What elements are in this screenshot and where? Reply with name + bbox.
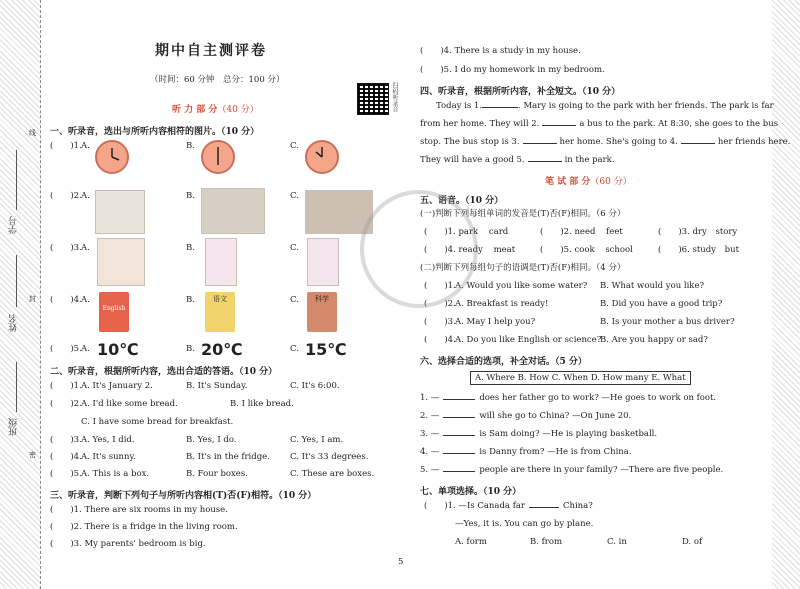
qr-code[interactable] — [357, 83, 389, 115]
s7-q1a: ( )1. —Is Canada far — [424, 501, 525, 511]
s4-line-3 — [420, 138, 790, 147]
seal-char-3: 密 — [29, 451, 36, 459]
science-book-image: 科学 — [307, 292, 337, 332]
s6-item-4 — [420, 448, 632, 457]
s1-q3-c-letter: C. — [290, 243, 299, 253]
pair-6 — [658, 246, 739, 255]
s6-item-5-text: people are there in your family? —There are five people. — [479, 465, 724, 475]
temp-c: 15℃ — [305, 340, 347, 359]
s6-blank-3[interactable] — [443, 435, 475, 436]
girl-singing-image — [307, 238, 339, 286]
s1-q1-c-letter: C. — [290, 141, 299, 151]
s6-item-5-num: 5. — — [420, 465, 440, 475]
sent-1-num: ( )1. — [424, 281, 456, 291]
class-line — [16, 362, 17, 412]
s7-q1c: —Yes, it is. You can go by plane. — [455, 519, 594, 529]
s2-q2-num: ( )2. — [50, 399, 82, 409]
s2-q4-b: B. It's in the fridge. — [186, 452, 270, 462]
s2-q4-a: A. It's sunny. — [81, 452, 136, 462]
sent-4-a: A. Do you like English or science? — [455, 335, 602, 345]
temp-a: 10℃ — [97, 340, 139, 359]
s3-item-4: ( )4. There is a study in my house. — [420, 46, 581, 56]
sent-2-num: ( )2. — [424, 299, 456, 309]
sent-2-b: B. Did you have a good trip? — [600, 299, 723, 309]
s6-blank-5[interactable] — [443, 471, 475, 472]
right-margin-hatch — [772, 0, 800, 589]
s6-options-box: A. Where B. How C. When D. How many E. What — [470, 371, 691, 385]
s2-q1-num: ( )1. — [50, 381, 82, 391]
s1-title: 一、听录音，选出与所听内容相符的图片。（10 分） — [50, 127, 260, 137]
s4-p1b: . Mary is going to the park with her friends. The park is far — [518, 101, 774, 111]
s4-line-2 — [420, 120, 778, 129]
s6-item-3-text: is Sam doing? —He is playing basketball. — [479, 429, 658, 439]
sent-4-b: B. Are you happy or sad? — [600, 335, 708, 345]
s5-title: 五、语音。（10 分） — [420, 196, 504, 206]
clock-a-icon — [95, 140, 129, 174]
s6-blank-2[interactable] — [443, 417, 475, 418]
s2-q4-c: C. It's 33 degrees. — [290, 452, 369, 462]
s1-q5-c-letter: C. — [290, 344, 299, 354]
s6-item-3 — [420, 430, 657, 439]
girl-reading-image — [97, 238, 145, 286]
sent-1-b: B. What would you like? — [600, 281, 705, 291]
exam-meta: （时间：60 分钟 总分：100 分） — [150, 75, 285, 85]
bathroom-image — [95, 190, 145, 234]
s6-item-3-num: 3. — — [420, 429, 440, 439]
s6-item-2 — [420, 412, 631, 421]
s6-item-1 — [420, 394, 716, 403]
s6-title: 六、选择合适的选项，补全对话。（5 分） — [420, 357, 587, 367]
pair-3-num: ( )3. — [658, 227, 690, 237]
s7-q1b: China? — [562, 501, 593, 511]
s2-q5-a: A. This is a box. — [81, 469, 150, 479]
s6-blank-1[interactable] — [443, 399, 475, 400]
s2-q4-num: ( )4. — [50, 452, 82, 462]
s7-opt-c: C. in — [607, 537, 627, 547]
writing-score: （60 分） — [590, 177, 632, 187]
sent-4-num: ( )4. — [424, 335, 456, 345]
s1-q1-b-letter: B. — [186, 141, 195, 151]
s3-item-5: ( )5. I do my homework in my bedroom. — [420, 65, 605, 75]
name-label: 姓名 — [9, 314, 19, 332]
seal-char-1: 线 — [29, 129, 36, 137]
s6-item-4-num: 4. — — [420, 447, 440, 457]
pair-1-num: ( )1. — [424, 227, 456, 237]
listening-heading — [172, 102, 259, 115]
binding-line — [40, 0, 42, 589]
kitchen-image — [201, 188, 265, 234]
page-title: 期中自主测评卷 — [155, 43, 267, 59]
s1-q1-a-letter: A. — [81, 141, 90, 151]
sent-1-a: A. Would you like some water? — [455, 281, 588, 291]
page-number: 5 — [398, 557, 404, 567]
s1-q3-b-letter: B. — [186, 243, 195, 253]
sent-3-a: A. May I help you? — [455, 317, 536, 327]
pair-4-w2: meat — [493, 245, 516, 255]
s3-title: 三、听录音，判断下列句子与所听内容相(T)否(F)相符。（10 分） — [50, 491, 317, 501]
s2-q1-a: A. It's January 2. — [81, 381, 153, 391]
s7-opt-a: A. form — [455, 537, 487, 547]
s1-q5-num: ( )5. — [50, 344, 82, 354]
pair-3 — [658, 228, 737, 237]
s2-q3-b: B. Yes, I do. — [186, 435, 237, 445]
pair-6-w1: study — [692, 245, 716, 255]
pair-5-w2: school — [605, 245, 633, 255]
blank-1[interactable] — [482, 107, 518, 108]
s6-item-1-text: does her father go to work? —He goes to work on foot. — [479, 393, 717, 403]
clock-c-icon — [305, 140, 339, 174]
girl-dancing-image — [205, 238, 237, 286]
s2-title: 二、听录音，根据所听内容，选出合适的答语。（10 分） — [50, 367, 278, 377]
s1-q2-b-letter: B. — [186, 191, 195, 201]
s1-q4-num: ( )4. — [50, 295, 82, 305]
writing-heading-text: 笔 试 部 分 — [545, 177, 591, 187]
chinese-book-image: 语文 — [205, 292, 235, 332]
pair-5-num: ( )5. — [540, 245, 572, 255]
s4-p3a: stop. The bus stop is 3. — [420, 137, 520, 147]
s2-q1-b: B. It's Sunday. — [186, 381, 248, 391]
s6-item-2-num: 2. — — [420, 411, 440, 421]
s4-title: 四、听录音，根据所听内容，补全短文。（10 分） — [420, 87, 621, 97]
pair-2 — [540, 228, 623, 237]
s4-p3b: her home. She's going to 4. — [559, 137, 678, 147]
pair-6-w2: but — [724, 245, 739, 255]
s7-blank-1[interactable] — [529, 507, 559, 508]
seal-char-2: 封 — [29, 295, 36, 303]
s1-q5-a-letter: A. — [81, 344, 90, 354]
s4-line-4 — [420, 156, 615, 165]
pair-2-w2: feet — [606, 227, 623, 237]
pair-3-w1: dry — [692, 227, 707, 237]
s1-q1-num: ( )1. — [50, 141, 82, 151]
s4-p2b: a bus to the park. At 8:30, she goes to the bus — [579, 119, 779, 129]
listening-heading-text: 听 力 部 分 — [172, 105, 218, 115]
s1-q2-a-letter: A. — [81, 191, 90, 201]
s7-opt-d: D. of — [682, 537, 703, 547]
writing-heading — [545, 174, 632, 187]
pair-5 — [540, 246, 633, 255]
s3-item-1: ( )1. There are six rooms in my house. — [50, 505, 228, 515]
pair-3-w2: story — [715, 227, 738, 237]
s6-blank-4[interactable] — [443, 453, 475, 454]
english-book-image: English — [99, 292, 129, 332]
s1-q4-c-letter: C. — [290, 295, 299, 305]
blank-5[interactable] — [528, 161, 562, 162]
s2-q2-c: C. I have some bread for breakfast. — [81, 417, 234, 427]
s2-q5-c: C. These are boxes. — [290, 469, 375, 479]
pair-6-num: ( )6. — [658, 245, 690, 255]
clock-b-icon — [201, 140, 235, 174]
s2-q2-b: B. I like bread. — [230, 399, 294, 409]
s4-line-1 — [436, 102, 774, 111]
s2-q5-b: B. Four boxes. — [186, 469, 248, 479]
sent-2-a: A. Breakfast is ready! — [455, 299, 549, 309]
s4-p1a: Today is 1. — [436, 101, 483, 111]
s5-sub2: (二)判断下列每组句子的语调是(T)否(F)相同。（4 分） — [420, 263, 626, 273]
pair-2-w1: need — [574, 227, 596, 237]
s1-q3-a-letter: A. — [81, 243, 90, 253]
temp-b: 20℃ — [201, 340, 243, 359]
s4-p4a: They will have a good 5. — [420, 155, 525, 165]
s5-sub1: (一)判断下列每组单词的发音是(T)否(F)相同。（6 分） — [420, 209, 626, 219]
s1-q2-num: ( )2. — [50, 191, 82, 201]
s2-q3-num: ( )3. — [50, 435, 82, 445]
sent-3-b: B. Is your mother a bus driver? — [600, 317, 735, 327]
s2-q2-a: A. I'd like some bread. — [81, 399, 178, 409]
s2-q5-num: ( )5. — [50, 469, 82, 479]
class-label: 班级 — [9, 418, 19, 436]
s3-item-3: ( )3. My parents' bedroom is big. — [50, 539, 206, 549]
s3-item-2: ( )2. There is a fridge in the living room. — [50, 522, 238, 532]
listening-score: （40 分） — [217, 105, 259, 115]
s1-q2-c-letter: C. — [290, 191, 299, 201]
s2-q1-c: C. It's 6:00. — [290, 381, 340, 391]
s6-item-1-num: 1. — — [420, 393, 440, 403]
s6-item-4-text: is Danny from? —He is from China. — [479, 447, 632, 457]
s2-q3-a: A. Yes, I did. — [81, 435, 135, 445]
id-label: 学号 — [9, 216, 19, 234]
s1-q4-a-letter: A. — [81, 295, 90, 305]
s1-q3-num: ( )3. — [50, 243, 82, 253]
s1-q4-b-letter: B. — [186, 295, 195, 305]
s4-p3c: her friends here. — [717, 137, 791, 147]
pair-4-w1: ready — [458, 245, 483, 255]
s2-q3-c: C. Yes, I am. — [290, 435, 344, 445]
qr-caption: 扫码听录音 — [391, 82, 398, 112]
pair-1-w2: card — [488, 227, 509, 237]
s4-p4b: in the park. — [564, 155, 615, 165]
name-line — [16, 255, 17, 307]
s6-item-5 — [420, 466, 723, 475]
watermark-seal — [360, 190, 478, 308]
id-line — [16, 150, 17, 210]
blank-4[interactable] — [681, 143, 715, 144]
s7-opt-b: B. from — [530, 537, 563, 547]
blank-3[interactable] — [523, 143, 557, 144]
pair-2-num: ( )2. — [540, 227, 572, 237]
pair-1-w1: park — [458, 227, 479, 237]
s7-title: 七、单项选择。（10 分） — [420, 487, 522, 497]
pair-4-num: ( )4. — [424, 245, 456, 255]
s4-p2a: from her home. They will 2. — [420, 119, 540, 129]
pair-5-w1: cook — [574, 245, 595, 255]
s1-q5-b-letter: B. — [186, 344, 195, 354]
s6-item-2-text: will she go to China? —On June 20. — [479, 411, 632, 421]
sent-3-num: ( )3. — [424, 317, 456, 327]
s7-q1 — [424, 502, 593, 511]
blank-2[interactable] — [542, 125, 576, 126]
